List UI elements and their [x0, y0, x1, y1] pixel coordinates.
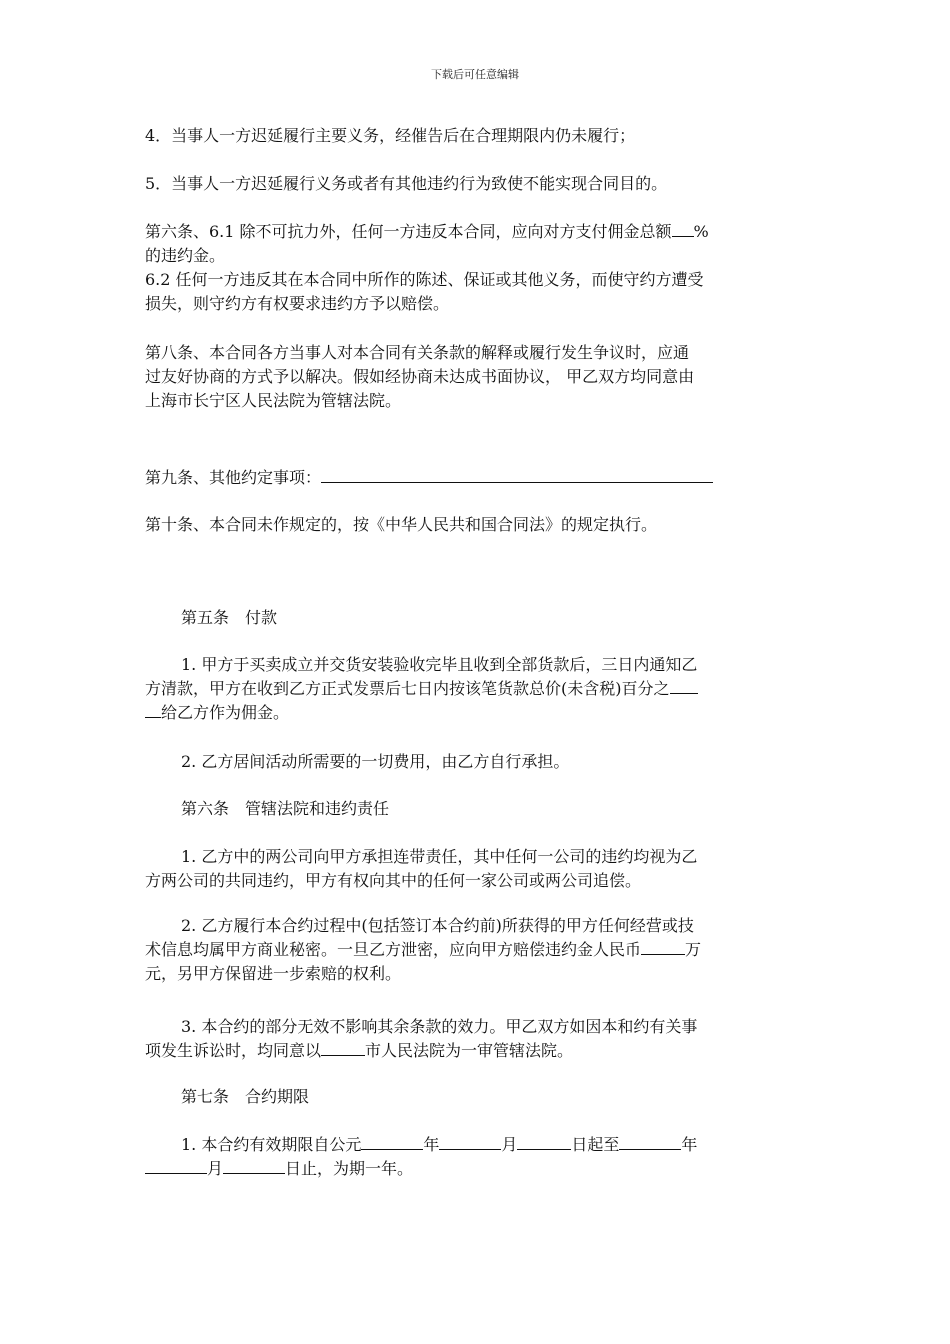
- section-7-title: 第七条 合约期限: [181, 1087, 310, 1106]
- other-terms-blank: [321, 467, 713, 483]
- section-6-paragraph-1: 1. 乙方中的两公司向甲方承担连带责任，其中任何一公司的违约均视为乙 方两公司的共同违约，甲方有权向其中的任何一家公司或两公司追偿。: [145, 847, 698, 890]
- clause-item-5: 5．当事人一方迟延履行义务或者有其他违约行为致使不能实现合同目的。: [145, 174, 668, 193]
- article-10: 第十条、本合同未作规定的，按《中华人民共和国合同法》的规定执行。: [145, 515, 658, 534]
- section-5-paragraph-2: 2. 乙方居间活动所需要的一切费用，由乙方自行承担。: [181, 752, 570, 771]
- article-9: 第九条、其他约定事项：: [145, 466, 807, 490]
- start-year-blank: [361, 1134, 423, 1150]
- percent-blank: [672, 221, 694, 237]
- end-month-blank: [145, 1158, 207, 1174]
- section-6-title: 第六条 管辖法院和违约责任: [181, 799, 390, 818]
- start-day-blank: [517, 1134, 571, 1150]
- article-8: 第八条、本合同各方当事人对本合同有关条款的解释或履行发生争议时，应通 过友好协商的方式予以解决。假如经协商未达成书面协议， 甲乙双方均同意由 上海市长宁区人民法院为管辖法院。: [145, 343, 695, 410]
- section-6-paragraph-3: 3. 本合约的部分无效不影响其余条款的效力。甲乙双方如因本和约有关事 项发生诉讼时，均同意以 市人民法院为一审管辖法院。: [145, 1017, 698, 1060]
- end-year-blank: [619, 1134, 681, 1150]
- end-day-blank: [223, 1158, 285, 1174]
- article-6-clause-1: 第六条、6.1 除不可抗力外，任何一方违反本合同，应向对方支付佣金总额 % 的违约金。: [145, 222, 709, 265]
- article-6-clause-2: 6.2 任何一方违反其在本合同中所作的陈述、保证或其他义务，而使守约方遭受 损失，则守约方有权要求违约方予以赔偿。: [145, 270, 704, 313]
- section-6-paragraph-2: 2. 乙方履行本合约过程中(包括签订本合约前)所获得的甲方任何经营或技 术信息均属甲方商业秘密。一旦乙方泄密，应向甲方赔偿违约金人民币 万 元，另甲方保留进一步索赔的权利。: [145, 916, 702, 983]
- section-5-paragraph-1: 1. 甲方于买卖成立并交货安装验收完毕且收到全部货款后，三日内通知乙 方清款，甲方在收到乙方正式发票后七日内按该笔货款总价(未含税)百分之 给乙方作为佣金。: [145, 655, 698, 722]
- court-city-blank: [321, 1040, 365, 1056]
- commission-percent-blank: [670, 678, 698, 694]
- page-header-note: 下载后可任意编辑: [431, 68, 519, 81]
- clause-item-4: 4．当事人一方迟延履行主要义务，经催告后在合理期限内仍未履行；: [145, 126, 636, 145]
- section-5-title: 第五条 付款: [181, 608, 278, 627]
- start-month-blank: [439, 1134, 501, 1150]
- penalty-amount-blank: [641, 939, 685, 955]
- section-7-paragraph-1: 1. 本合约有效期限自公元 年 月 日起至 年 月 日止，为期一年。: [145, 1133, 807, 1181]
